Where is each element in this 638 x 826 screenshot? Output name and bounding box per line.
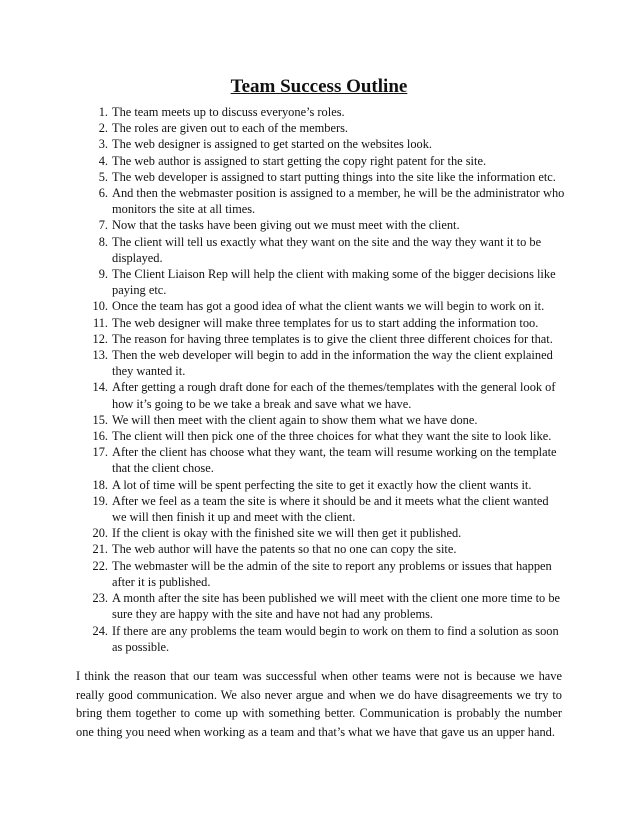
list-item: [88, 412, 566, 428]
item-text: Then the web developer will begin to add in the information the way the client explained they wanted it.: [112, 348, 553, 379]
item-text: The Client Liaison Rep will help the client with making some of the bigger decisions like paying etc.: [112, 267, 556, 298]
item-number: 8.: [98, 234, 108, 249]
item-number: 3.: [98, 137, 108, 152]
item-number: 12.: [92, 331, 108, 346]
item-text: The client will then pick one of the three choices for what they want the site to look like.: [112, 429, 552, 444]
item-text: A month after the site has been published we will meet with the client one more time to be sure they are happy with the site and have not had any problems.: [112, 591, 561, 622]
item-text: A lot of time will be spent perfecting the site to get it exactly how the client wants it.: [112, 477, 532, 492]
list-item: [88, 347, 566, 379]
list-item: [88, 136, 566, 152]
item-number: 15.: [92, 412, 108, 427]
list-item: [88, 104, 566, 120]
item-number: 14.: [92, 380, 108, 395]
item-text: The web author is assigned to start getting the copy right patent for the site.: [112, 153, 487, 168]
list-item: [88, 558, 566, 590]
item-number: 20.: [92, 526, 108, 541]
item-text: And then the webmaster position is assigned to a member, he will be the administrator who monitors the site at all times.: [112, 186, 565, 217]
list-item: [88, 525, 566, 541]
item-text: If the client is okay with the finished site we will then get it published.: [112, 526, 462, 541]
item-text: The web developer is assigned to start putting things into the site like the information etc.: [112, 169, 556, 184]
item-text: The web designer will make three templates for us to start adding the information too.: [112, 315, 539, 330]
item-number: 21.: [92, 542, 108, 557]
item-number: 4.: [98, 153, 108, 168]
item-number: 2.: [98, 121, 108, 136]
list-item: [88, 266, 566, 298]
item-text: The client will tell us exactly what they want on the site and the way they want it to be displayed.: [112, 234, 542, 265]
item-number: 24.: [92, 623, 108, 638]
item-number: 6.: [98, 186, 108, 201]
item-number: 22.: [92, 558, 108, 573]
item-text: Now that the tasks have been giving out we must meet with the client.: [112, 218, 460, 233]
list-item: [88, 331, 566, 347]
list-item: [88, 493, 566, 525]
list-item: [88, 217, 566, 233]
conclusion-paragraph: I think the reason that our team was successful when other teams were not is because we have really good communication. We also never argue and when we do have disagreements we try to bring them together to come up with something better. Communication is probably the number one thing you need when working as a team and that’s what we have that gave us an upper hand.: [76, 669, 562, 739]
list-item: [88, 477, 566, 493]
item-number: 13.: [92, 348, 108, 363]
list-item: [88, 590, 566, 622]
item-number: 9.: [98, 267, 108, 282]
item-number: 23.: [92, 591, 108, 606]
list-item: [88, 120, 566, 136]
outline-list: [88, 104, 566, 655]
item-number: 19.: [92, 493, 108, 508]
item-text: The webmaster will be the admin of the site to report any problems or issues that happen after it is published.: [112, 558, 552, 589]
item-text: We will then meet with the client again to show them what we have done.: [112, 412, 478, 427]
list-item: [88, 298, 566, 314]
item-text: If there are any problems the team would begin to work on them to find a solution as soon as possible.: [112, 623, 559, 654]
item-number: 16.: [92, 429, 108, 444]
list-item: [88, 623, 566, 655]
item-number: 11.: [92, 315, 108, 330]
item-text: Once the team has got a good idea of what the client wants we will begin to work on it.: [112, 299, 545, 314]
list-item: [88, 234, 566, 266]
item-number: 18.: [92, 477, 108, 492]
document-title: Team Success Outline: [230, 76, 408, 97]
list-item: [88, 169, 566, 185]
item-number: 7.: [98, 218, 108, 233]
item-text: The reason for having three templates is to give the client three different choices for that.: [112, 331, 553, 346]
item-text: After we feel as a team the site is where it should be and it meets what the client wanted we will then finish it up and meet with the client.: [112, 493, 549, 525]
list-item: [88, 379, 566, 411]
list-item: [88, 444, 566, 476]
item-number: 1.: [98, 105, 108, 119]
item-text: The team meets up to discuss everyone’s roles.: [112, 105, 345, 119]
item-text: After the client has choose what they want, the team will resume working on the template that the client chose.: [112, 445, 557, 476]
item-number: 17.: [92, 445, 108, 460]
list-item: [88, 541, 566, 557]
list-item: [88, 185, 566, 217]
item-number: 5.: [98, 169, 108, 184]
list-item: [88, 315, 566, 331]
item-text: The roles are given out to each of the members.: [112, 121, 349, 136]
item-number: 10.: [92, 299, 108, 314]
item-text: The web author will have the patents so that no one can copy the site.: [112, 542, 457, 557]
list-item: [88, 153, 566, 169]
item-text: The web designer is assigned to get started on the websites look.: [112, 137, 433, 152]
item-text: After getting a rough draft done for each of the themes/templates with the general look of how it’s going to be we take a break and save what we have.: [112, 380, 556, 411]
list-item: [88, 428, 566, 444]
